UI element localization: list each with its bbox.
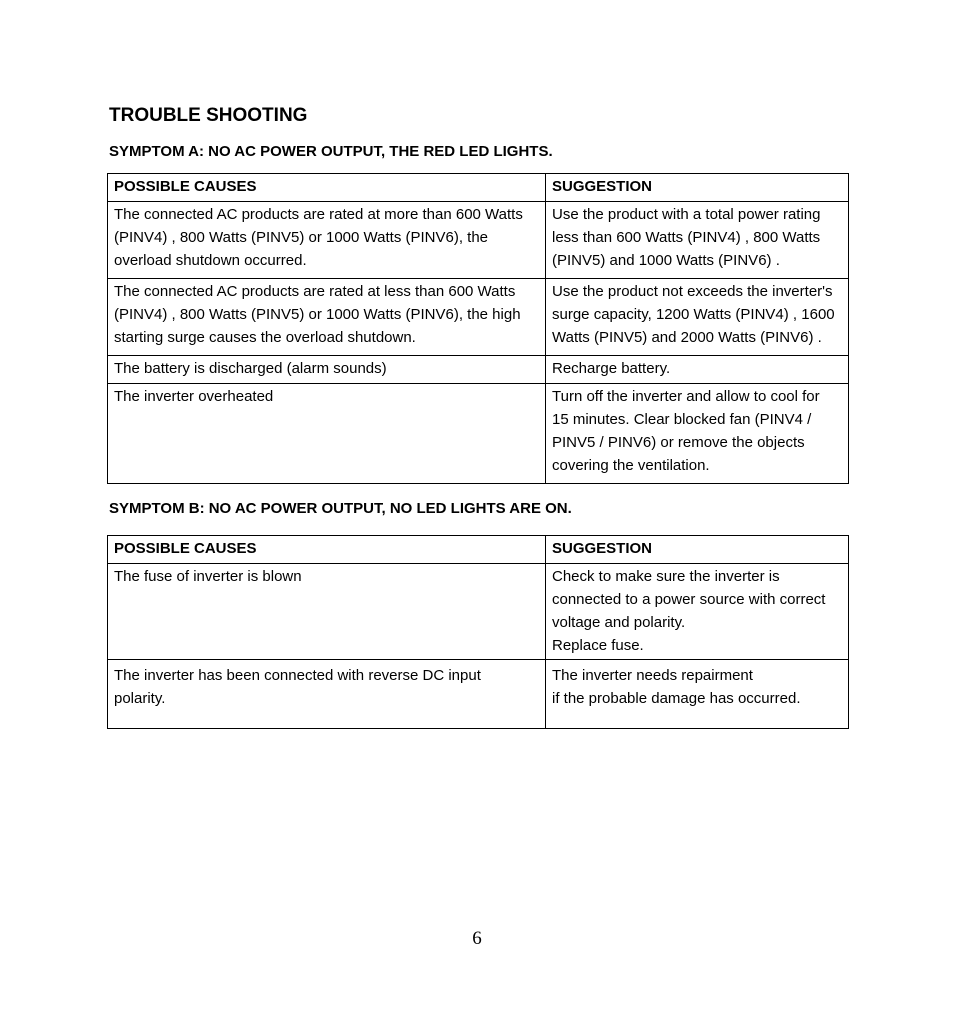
cause-cell [108,660,546,729]
suggestion-line: Check to make sure the inverter is [552,568,780,585]
cause-line: The connected AC products are rated at more than 600 Watts [114,206,523,223]
suggestion-line: (PINV5) and 1000 Watts (PINV6) . [552,252,780,269]
symptom-b-table [107,535,849,729]
symptom-a-table [107,173,849,484]
suggestion-line: PINV5 / PINV6) or remove the objects [552,434,805,451]
suggestion-line: surge capacity, 1200 Watts (PINV4) , 1600 [552,306,835,323]
suggestion-line: covering the ventilation. [552,457,710,474]
cause-line: starting surge causes the overload shutdown. [114,329,416,346]
suggestion-line: Watts (PINV5) and 2000 Watts (PINV6) . [552,329,822,346]
suggestion-line: Replace fuse. [552,637,644,654]
table-header-row [108,536,849,564]
cause-line: (PINV4) , 800 Watts (PINV5) or 1000 Watts (PINV6), the high [114,306,521,323]
suggestion-cell [546,384,849,484]
table-row [108,384,849,484]
cause-line: polarity. [114,690,166,707]
table-row [108,356,849,384]
suggestion-line: voltage and polarity. [552,614,686,631]
table-header-row [108,174,849,202]
suggestion-line: The inverter needs repairment [552,667,753,684]
table-row [108,660,849,729]
suggestion-header: SUGGESTION [546,174,849,202]
suggestion-line: if the probable damage has occurred. [552,690,801,707]
suggestion-cell [546,356,849,384]
cause-line: The connected AC products are rated at less than 600 Watts [114,283,516,300]
suggestion-line: 15 minutes. Clear blocked fan (PINV4 / [552,411,812,428]
cause-line: The battery is discharged (alarm sounds) [114,360,387,377]
suggestion-cell [546,564,849,660]
suggestion-cell [546,660,849,729]
cause-cell [108,384,546,484]
cause-cell [108,564,546,660]
suggestion-cell [546,279,849,356]
page-title: TROUBLE SHOOTING [109,105,308,126]
table-row [108,279,849,356]
cause-line: overload shutdown occurred. [114,252,307,269]
cause-line: The inverter has been connected with reverse DC input [114,667,481,684]
possible-causes-header: POSSIBLE CAUSES [108,174,546,202]
cause-line: (PINV4) , 800 Watts (PINV5) or 1000 Watts (PINV6), the [114,229,489,246]
suggestion-line: less than 600 Watts (PINV4) , 800 Watts [552,229,821,246]
cause-cell [108,356,546,384]
cause-cell [108,202,546,279]
symptom-b-heading: SYMPTOM B: NO AC POWER OUTPUT, NO LED LIGHTS ARE ON. [109,500,572,517]
table-row [108,202,849,279]
suggestion-line: Use the product with a total power rating [552,206,821,223]
cause-line: The inverter overheated [114,388,274,405]
suggestion-line: Recharge battery. [552,360,671,377]
suggestion-header: SUGGESTION [546,536,849,564]
cause-line: The fuse of inverter is blown [114,568,302,585]
table-row [108,564,849,660]
cause-cell [108,279,546,356]
page-number: 6 [472,928,482,949]
suggestion-cell [546,202,849,279]
possible-causes-header: POSSIBLE CAUSES [108,536,546,564]
suggestion-line: Turn off the inverter and allow to cool for [552,388,820,405]
suggestion-line: connected to a power source with correct [552,591,826,608]
symptom-a-heading: SYMPTOM A: NO AC POWER OUTPUT, THE RED LED LIGHTS. [109,143,553,160]
suggestion-line: Use the product not exceeds the inverter's [552,283,833,300]
